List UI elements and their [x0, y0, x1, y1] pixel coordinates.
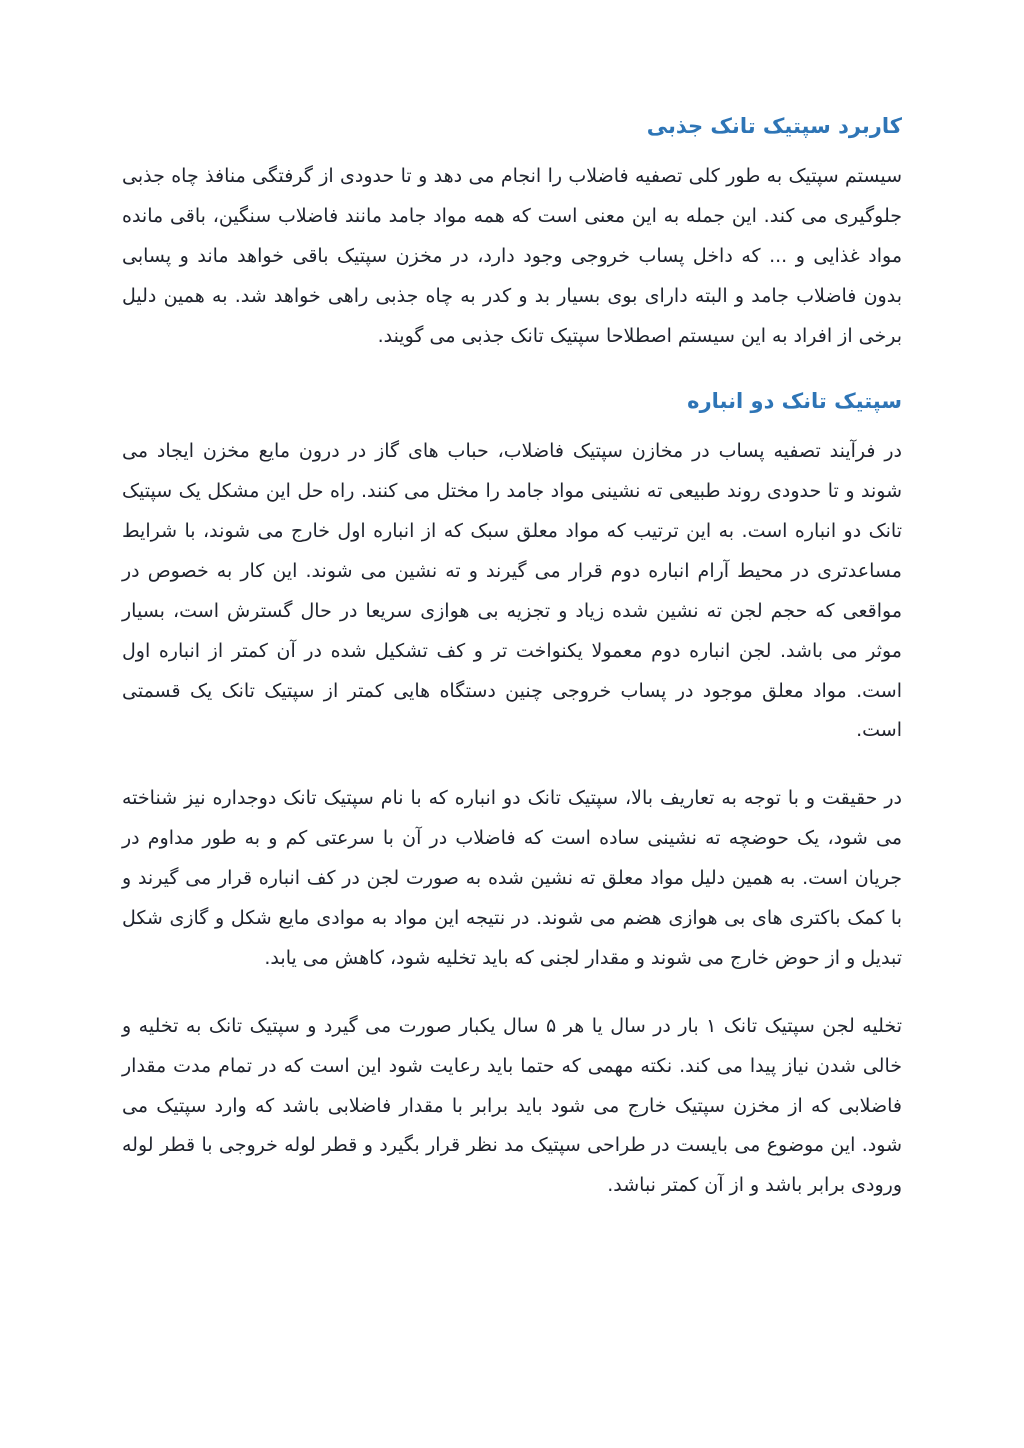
section-absorption-septic-tank: [122, 112, 902, 357]
paragraph: تخلیه لجن سپتیک تانک ۱ بار در سال یا هر ۵ سال یکبار صورت می گیرد و سپتیک تانک به تخلیه و خالی شدن نیاز پیدا می کند. نکته مهمی که حتما باید رعایت شود این است که در تمام مدت مقدار فاضلابی که از مخزن سپتیک خارج می شود باید برابر با مقدار فاضلابی باشد که وارد سپتیک می شود. این موضوع می بایست در طراحی سپتیک مد نظر قرار بگیرد و قطر لوله خروجی با قطر لوله ورودی برابر باشد و از آن کمتر نباشد.: [122, 1014, 902, 1197]
paragraph: در فرآیند تصفیه پساب در مخازن سپتیک فاضلاب، حباب های گاز در درون مایع مخزن ایجاد می شوند و تا حدودی روند طبیعی ته نشینی مواد جامد را مختل می کنند. راه حل این مشکل یک سپتیک تانک دو انباره است. به این ترتیب که مواد معلق سبک که از انباره اول خارج می شوند، با شرایط مساعدتری در محیط آرام انباره دوم قرار می گیرند و ته نشین می شوند. این کار به خصوص در مواقعی که حجم لجن ته نشین شده زیاد و تجزیه بی هوازی سریعا در حال گسترش است، بسیار موثر می باشد. لجن انباره دوم معمولا یکنواخت تر و کف تشکیل شده در آن کمتر از انباره اول است. مواد معلق موجود در پساب خروجی چنین دستگاه هایی کمتر از سپتیک تانک یک قسمتی است.: [122, 440, 902, 742]
section-heading-absorption-septic-tank: کاربرد سپتیک تانک جذبی: [646, 114, 902, 138]
section-two-chamber-septic-tank: [122, 387, 902, 1206]
paragraph: سیستم سپتیک به طور کلی تصفیه فاضلاب را انجام می دهد و تا حدودی از گرفتگی منافذ چاه جذبی جلوگیری می کند. این جمله به این معنی است که همه مواد جامد مانند فاضلاب سنگین، باقی مانده مواد غذایی و ... که داخل پساب خروجی وجود دارد، در مخزن سپتیک باقی خواهد ماند و پسابی بدون فاضلاب جامد و البته دارای بوی بسیار بد و کدر به چاه جذبی راهی خواهد شد. به همین دلیل برخی از افراد به این سیستم اصطلاحا سپتیک تانک جذبی می گویند.: [122, 165, 902, 347]
section-heading-two-chamber-septic-tank: سپتیک تانک دو انباره: [687, 388, 902, 413]
paragraph: در حقیقت و با توجه به تعاریف بالا، سپتیک تانک دو انباره که با نام سپتیک تانک دوجداره نیز شناخته می شود، یک حوضچه ته نشینی ساده است که فاضلاب در آن با سرعتی کم و به طور مداوم در جریان است. به همین دلیل مواد معلق ته نشین شده به صورت لجن در کف انباره قرار می گیرند و با کمک باکتری های بی هوازی هضم می شوند. در نتیجه این مواد به موادی مایع شکل و گازی شکل تبدیل و از حوض خارج می شوند و مقدار لجنی که باید تخلیه شود، کاهش می یابد.: [122, 787, 902, 969]
